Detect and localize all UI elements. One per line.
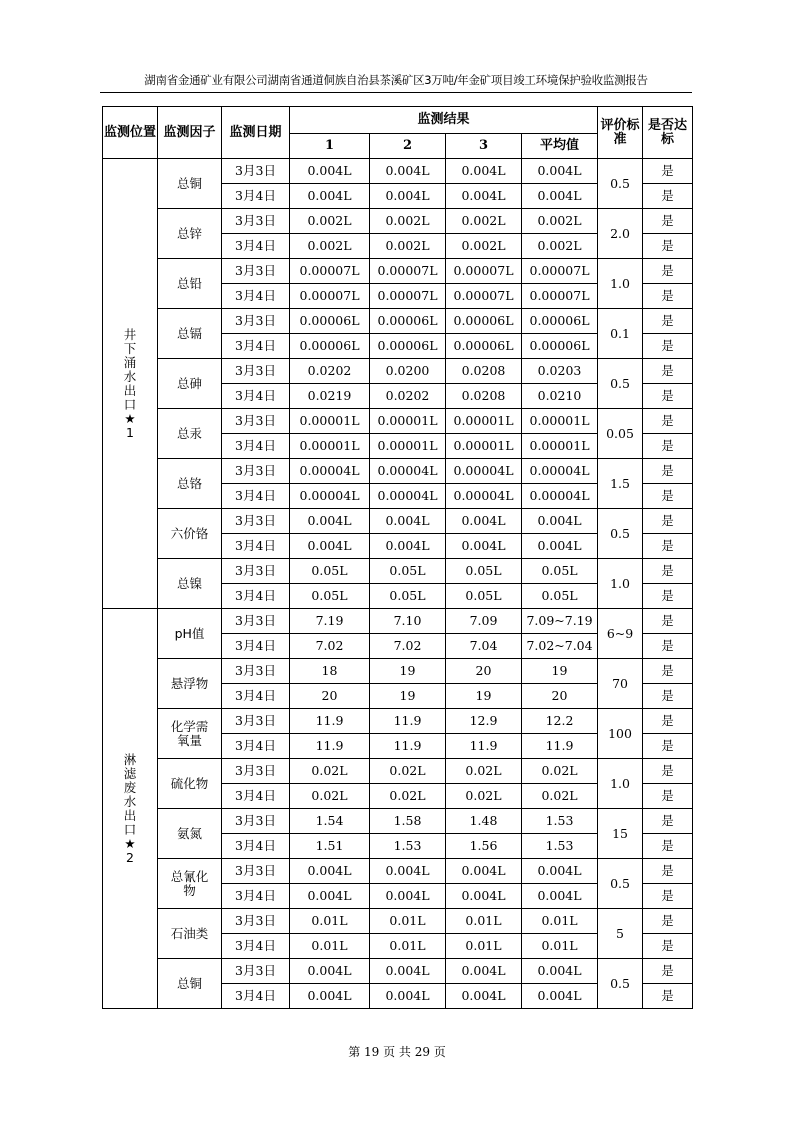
result-1-cell: 0.00004L	[290, 484, 370, 509]
table-row	[103, 759, 693, 784]
result-3-cell: 0.00006L	[446, 334, 522, 359]
table-row	[103, 309, 693, 334]
result-3-cell: 0.004L	[446, 884, 522, 909]
date-cell: 3月4日	[222, 634, 290, 659]
average-cell: 7.02~7.04	[522, 634, 598, 659]
result-2-cell: 7.10	[370, 609, 446, 634]
date-cell: 3月4日	[222, 584, 290, 609]
result-2-cell: 19	[370, 659, 446, 684]
table-row	[103, 159, 693, 184]
date-cell: 3月3日	[222, 809, 290, 834]
factor-cell	[158, 909, 222, 959]
result-1-cell: 0.004L	[290, 534, 370, 559]
date-cell: 3月3日	[222, 509, 290, 534]
factor-cell	[158, 659, 222, 709]
result-3-cell: 0.05L	[446, 584, 522, 609]
result-2-cell: 0.00006L	[370, 334, 446, 359]
factor-cell-text: 总铜	[176, 175, 202, 191]
average-cell: 0.05L	[522, 584, 598, 609]
average-cell: 0.0210	[522, 384, 598, 409]
pass-cell: 是	[643, 409, 693, 434]
result-3-cell: 0.05L	[446, 559, 522, 584]
result-1-cell: 0.0219	[290, 384, 370, 409]
date-cell: 3月3日	[222, 459, 290, 484]
factor-cell	[158, 509, 222, 559]
result-3-cell: 1.56	[446, 834, 522, 859]
pass-cell: 是	[643, 459, 693, 484]
pass-cell: 是	[643, 534, 693, 559]
date-cell: 3月3日	[222, 609, 290, 634]
pass-cell: 是	[643, 709, 693, 734]
pass-cell: 是	[643, 359, 693, 384]
header-date: 监测日期	[222, 107, 290, 159]
factor-cell-text: 化学需氧量	[170, 718, 209, 748]
result-2-cell: 1.53	[370, 834, 446, 859]
average-cell: 1.53	[522, 834, 598, 859]
pass-cell: 是	[643, 434, 693, 459]
standard-cell: 0.5	[598, 159, 643, 209]
result-1-cell: 0.00007L	[290, 284, 370, 309]
result-2-cell: 0.00007L	[370, 284, 446, 309]
pass-cell: 是	[643, 484, 693, 509]
table-row	[103, 809, 693, 834]
date-cell: 3月4日	[222, 984, 290, 1009]
pass-cell: 是	[643, 309, 693, 334]
table-row	[103, 959, 693, 984]
result-2-cell: 0.01L	[370, 934, 446, 959]
result-2-cell: 0.02L	[370, 759, 446, 784]
standard-cell: 5	[598, 909, 643, 959]
date-cell: 3月4日	[222, 834, 290, 859]
factor-cell	[158, 859, 222, 909]
result-2-cell: 0.00001L	[370, 434, 446, 459]
result-3-cell: 12.9	[446, 709, 522, 734]
result-3-cell: 0.002L	[446, 234, 522, 259]
pass-cell: 是	[643, 859, 693, 884]
header-result-2: 2	[370, 134, 446, 159]
location-cell-text: 淋滤废水出口★2	[123, 751, 137, 865]
date-cell: 3月3日	[222, 959, 290, 984]
factor-cell-text: 总镉	[176, 325, 202, 341]
factor-cell-text: 总镍	[176, 575, 202, 591]
table-row	[103, 709, 693, 734]
average-cell: 0.02L	[522, 759, 598, 784]
header-result-3: 3	[446, 134, 522, 159]
result-1-cell: 0.004L	[290, 984, 370, 1009]
standard-cell: 0.5	[598, 959, 643, 1009]
table-row	[103, 659, 693, 684]
result-2-cell: 0.05L	[370, 584, 446, 609]
date-cell: 3月3日	[222, 159, 290, 184]
result-1-cell: 0.00004L	[290, 459, 370, 484]
result-1-cell: 0.05L	[290, 584, 370, 609]
result-3-cell: 1.48	[446, 809, 522, 834]
average-cell: 0.00007L	[522, 259, 598, 284]
table-body	[103, 159, 693, 1009]
result-2-cell: 0.004L	[370, 984, 446, 1009]
pass-cell: 是	[643, 509, 693, 534]
average-cell: 7.09~7.19	[522, 609, 598, 634]
pass-cell: 是	[643, 559, 693, 584]
average-cell: 0.004L	[522, 184, 598, 209]
pass-cell: 是	[643, 959, 693, 984]
standard-cell: 0.1	[598, 309, 643, 359]
factor-cell	[158, 809, 222, 859]
result-3-cell: 0.01L	[446, 909, 522, 934]
average-cell: 0.0203	[522, 359, 598, 384]
result-2-cell: 0.00006L	[370, 309, 446, 334]
average-cell: 0.01L	[522, 934, 598, 959]
date-cell: 3月3日	[222, 409, 290, 434]
factor-cell	[158, 559, 222, 609]
standard-cell: 2.0	[598, 209, 643, 259]
date-cell: 3月4日	[222, 284, 290, 309]
date-cell: 3月4日	[222, 484, 290, 509]
result-3-cell: 0.00001L	[446, 409, 522, 434]
result-1-cell: 0.00006L	[290, 334, 370, 359]
header-result-1: 1	[290, 134, 370, 159]
table-row	[103, 409, 693, 434]
result-2-cell: 0.004L	[370, 534, 446, 559]
result-3-cell: 20	[446, 659, 522, 684]
date-cell: 3月4日	[222, 534, 290, 559]
result-1-cell: 1.51	[290, 834, 370, 859]
result-1-cell: 0.00001L	[290, 409, 370, 434]
result-3-cell: 11.9	[446, 734, 522, 759]
date-cell: 3月3日	[222, 709, 290, 734]
standard-cell: 100	[598, 709, 643, 759]
factor-cell	[158, 409, 222, 459]
result-2-cell: 0.00004L	[370, 459, 446, 484]
result-1-cell: 11.9	[290, 709, 370, 734]
page-number: 第 19 页 共 29 页	[348, 1045, 446, 1059]
factor-cell-text: 总铜	[176, 975, 202, 991]
date-cell: 3月3日	[222, 759, 290, 784]
pass-cell: 是	[643, 659, 693, 684]
average-cell: 0.004L	[522, 509, 598, 534]
date-cell: 3月4日	[222, 384, 290, 409]
date-cell: 3月3日	[222, 659, 290, 684]
pass-cell: 是	[643, 634, 693, 659]
table-row	[103, 909, 693, 934]
standard-cell: 70	[598, 659, 643, 709]
result-1-cell: 0.002L	[290, 234, 370, 259]
result-3-cell: 0.00004L	[446, 459, 522, 484]
result-2-cell: 0.02L	[370, 784, 446, 809]
result-1-cell: 18	[290, 659, 370, 684]
standard-cell: 1.0	[598, 559, 643, 609]
table-row	[103, 559, 693, 584]
result-3-cell: 7.04	[446, 634, 522, 659]
date-cell: 3月3日	[222, 309, 290, 334]
average-cell: 0.004L	[522, 884, 598, 909]
result-2-cell: 0.0200	[370, 359, 446, 384]
date-cell: 3月4日	[222, 334, 290, 359]
header-results: 监测结果	[290, 107, 598, 134]
result-3-cell: 7.09	[446, 609, 522, 634]
standard-cell: 1.0	[598, 759, 643, 809]
pass-cell: 是	[643, 809, 693, 834]
pass-cell: 是	[643, 759, 693, 784]
result-3-cell: 0.0208	[446, 384, 522, 409]
monitoring-results-table	[102, 106, 693, 1009]
factor-cell	[158, 209, 222, 259]
result-3-cell: 0.004L	[446, 509, 522, 534]
result-1-cell: 0.004L	[290, 884, 370, 909]
factor-cell-text: 总砷	[176, 375, 202, 391]
header-average: 平均值	[522, 134, 598, 159]
factor-cell	[158, 759, 222, 809]
pass-cell: 是	[643, 584, 693, 609]
standard-cell: 0.05	[598, 409, 643, 459]
average-cell: 0.00006L	[522, 334, 598, 359]
date-cell: 3月3日	[222, 259, 290, 284]
average-cell: 0.004L	[522, 534, 598, 559]
result-2-cell: 0.004L	[370, 959, 446, 984]
date-cell: 3月3日	[222, 909, 290, 934]
result-2-cell: 0.002L	[370, 234, 446, 259]
standard-cell: 6~9	[598, 609, 643, 659]
factor-cell-text: 总铬	[176, 475, 202, 491]
result-3-cell: 0.00007L	[446, 259, 522, 284]
result-1-cell: 0.01L	[290, 909, 370, 934]
table-row	[103, 509, 693, 534]
result-1-cell: 1.54	[290, 809, 370, 834]
result-1-cell: 0.02L	[290, 784, 370, 809]
average-cell: 0.00001L	[522, 434, 598, 459]
factor-cell	[158, 459, 222, 509]
date-cell: 3月4日	[222, 684, 290, 709]
result-2-cell: 0.002L	[370, 209, 446, 234]
table-row	[103, 859, 693, 884]
result-2-cell: 0.004L	[370, 509, 446, 534]
header-factor: 监测因子	[158, 107, 222, 159]
average-cell: 0.00006L	[522, 309, 598, 334]
location-cell	[103, 609, 158, 1009]
result-2-cell: 0.004L	[370, 884, 446, 909]
factor-cell-text: 硫化物	[170, 775, 209, 791]
result-3-cell: 0.004L	[446, 984, 522, 1009]
average-cell: 12.2	[522, 709, 598, 734]
pass-cell: 是	[643, 384, 693, 409]
header-location: 监测位置	[103, 107, 158, 159]
date-cell: 3月4日	[222, 934, 290, 959]
standard-cell: 1.0	[598, 259, 643, 309]
result-1-cell: 7.19	[290, 609, 370, 634]
factor-cell-text: 悬浮物	[170, 675, 209, 691]
result-1-cell: 0.00007L	[290, 259, 370, 284]
result-1-cell: 0.01L	[290, 934, 370, 959]
average-cell: 0.05L	[522, 559, 598, 584]
table-row	[103, 609, 693, 634]
document-header: 湖南省金通矿业有限公司湖南省通道侗族自治县茶溪矿区3万吨/年金矿项目竣工环境保护验收监测报告	[144, 73, 648, 87]
table-row	[103, 259, 693, 284]
factor-cell	[158, 709, 222, 759]
pass-cell: 是	[643, 784, 693, 809]
factor-cell-text: pH值	[174, 625, 205, 641]
result-3-cell: 0.004L	[446, 859, 522, 884]
result-3-cell: 0.002L	[446, 209, 522, 234]
average-cell: 11.9	[522, 734, 598, 759]
result-3-cell: 0.02L	[446, 759, 522, 784]
header-standard: 评价标准	[598, 107, 643, 159]
pass-cell: 是	[643, 334, 693, 359]
average-cell: 0.00001L	[522, 409, 598, 434]
result-3-cell: 0.004L	[446, 534, 522, 559]
table-row	[103, 209, 693, 234]
result-1-cell: 0.05L	[290, 559, 370, 584]
pass-cell: 是	[643, 734, 693, 759]
result-2-cell: 0.01L	[370, 909, 446, 934]
date-cell: 3月3日	[222, 859, 290, 884]
result-2-cell: 0.00007L	[370, 259, 446, 284]
result-2-cell: 7.02	[370, 634, 446, 659]
pass-cell: 是	[643, 984, 693, 1009]
date-cell: 3月4日	[222, 884, 290, 909]
average-cell: 0.004L	[522, 859, 598, 884]
table-row	[103, 359, 693, 384]
factor-cell	[158, 309, 222, 359]
result-1-cell: 0.002L	[290, 209, 370, 234]
result-1-cell: 7.02	[290, 634, 370, 659]
standard-cell: 0.5	[598, 359, 643, 409]
result-1-cell: 0.004L	[290, 184, 370, 209]
pass-cell: 是	[643, 934, 693, 959]
factor-cell-text: 总氰化物	[170, 868, 209, 898]
result-3-cell: 0.00004L	[446, 484, 522, 509]
pass-cell: 是	[643, 909, 693, 934]
pass-cell: 是	[643, 259, 693, 284]
result-2-cell: 0.00004L	[370, 484, 446, 509]
factor-cell-text: 六价铬	[170, 525, 209, 541]
date-cell: 3月4日	[222, 784, 290, 809]
pass-cell: 是	[643, 234, 693, 259]
result-3-cell: 0.0208	[446, 359, 522, 384]
result-2-cell: 11.9	[370, 709, 446, 734]
factor-cell-text: 总汞	[176, 425, 202, 441]
date-cell: 3月4日	[222, 434, 290, 459]
result-1-cell: 20	[290, 684, 370, 709]
result-1-cell: 0.004L	[290, 509, 370, 534]
factor-cell-text: 氨氮	[176, 825, 202, 841]
result-1-cell: 0.00001L	[290, 434, 370, 459]
location-cell-text: 井下涌水出口★1	[123, 326, 137, 440]
pass-cell: 是	[643, 284, 693, 309]
result-2-cell: 0.0202	[370, 384, 446, 409]
table-row	[103, 459, 693, 484]
standard-cell: 0.5	[598, 509, 643, 559]
result-3-cell: 0.00007L	[446, 284, 522, 309]
result-1-cell: 0.004L	[290, 159, 370, 184]
factor-cell	[158, 359, 222, 409]
result-2-cell: 19	[370, 684, 446, 709]
average-cell: 0.002L	[522, 209, 598, 234]
factor-cell	[158, 609, 222, 659]
average-cell: 1.53	[522, 809, 598, 834]
location-cell	[103, 159, 158, 609]
result-1-cell: 0.004L	[290, 859, 370, 884]
result-2-cell: 0.004L	[370, 859, 446, 884]
average-cell: 0.02L	[522, 784, 598, 809]
pass-cell: 是	[643, 159, 693, 184]
standard-cell: 15	[598, 809, 643, 859]
average-cell: 0.01L	[522, 909, 598, 934]
pass-cell: 是	[643, 834, 693, 859]
result-2-cell: 0.00001L	[370, 409, 446, 434]
result-3-cell: 0.02L	[446, 784, 522, 809]
date-cell: 3月4日	[222, 184, 290, 209]
average-cell: 0.004L	[522, 959, 598, 984]
result-1-cell: 0.0202	[290, 359, 370, 384]
pass-cell: 是	[643, 609, 693, 634]
result-2-cell: 11.9	[370, 734, 446, 759]
result-3-cell: 0.004L	[446, 159, 522, 184]
factor-cell-text: 总铅	[176, 275, 202, 291]
pass-cell: 是	[643, 884, 693, 909]
pass-cell: 是	[643, 209, 693, 234]
average-cell: 20	[522, 684, 598, 709]
date-cell: 3月3日	[222, 209, 290, 234]
average-cell: 0.00004L	[522, 459, 598, 484]
factor-cell	[158, 259, 222, 309]
result-1-cell: 0.02L	[290, 759, 370, 784]
standard-cell: 1.5	[598, 459, 643, 509]
factor-cell-text: 总锌	[176, 225, 202, 241]
standard-cell: 0.5	[598, 859, 643, 909]
factor-cell-text: 石油类	[170, 925, 209, 941]
result-3-cell: 0.00006L	[446, 309, 522, 334]
average-cell: 19	[522, 659, 598, 684]
average-cell: 0.00004L	[522, 484, 598, 509]
date-cell: 3月4日	[222, 234, 290, 259]
header-divider	[100, 92, 692, 93]
pass-cell: 是	[643, 684, 693, 709]
factor-cell	[158, 159, 222, 209]
average-cell: 0.00007L	[522, 284, 598, 309]
result-3-cell: 0.004L	[446, 184, 522, 209]
result-1-cell: 0.004L	[290, 959, 370, 984]
date-cell: 3月3日	[222, 359, 290, 384]
result-3-cell: 0.01L	[446, 934, 522, 959]
result-1-cell: 11.9	[290, 734, 370, 759]
result-3-cell: 0.00001L	[446, 434, 522, 459]
date-cell: 3月4日	[222, 734, 290, 759]
header-pass: 是否达标	[643, 107, 693, 159]
result-2-cell: 0.004L	[370, 184, 446, 209]
result-3-cell: 19	[446, 684, 522, 709]
factor-cell	[158, 959, 222, 1009]
result-2-cell: 0.05L	[370, 559, 446, 584]
average-cell: 0.004L	[522, 159, 598, 184]
pass-cell: 是	[643, 184, 693, 209]
average-cell: 0.004L	[522, 984, 598, 1009]
date-cell: 3月3日	[222, 559, 290, 584]
result-2-cell: 1.58	[370, 809, 446, 834]
average-cell: 0.002L	[522, 234, 598, 259]
result-3-cell: 0.004L	[446, 959, 522, 984]
result-1-cell: 0.00006L	[290, 309, 370, 334]
result-2-cell: 0.004L	[370, 159, 446, 184]
